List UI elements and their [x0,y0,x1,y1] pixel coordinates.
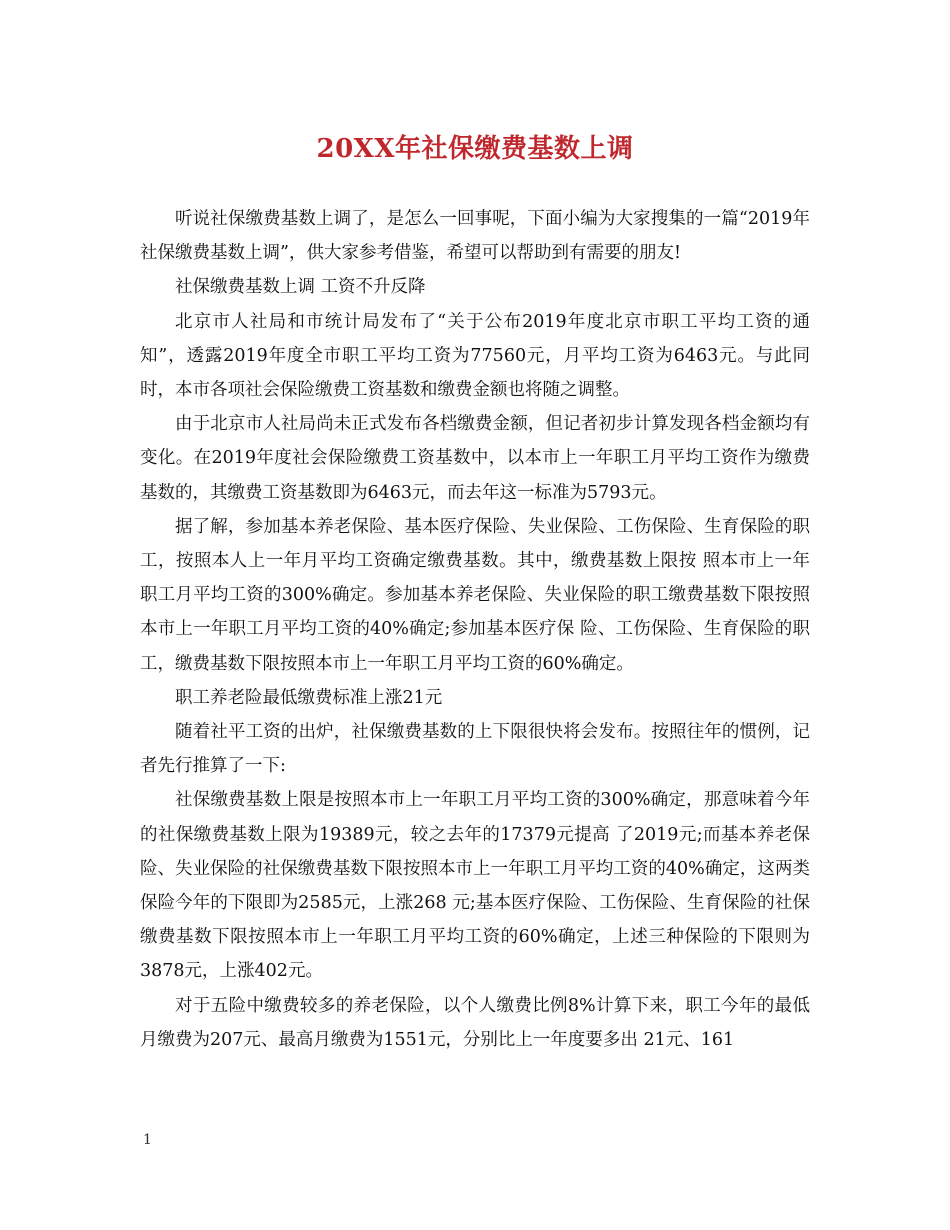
paragraph-estimate: 随着社平工资的出炉，社保缴费基数的上下限很快将会发布。按照往年的惯例，记者先行推算了一下: [140,722,810,777]
paragraph-upper-lower-limits: 社保缴费基数上限是按照本市上一年职工月平均工资的300%确定，那意味着今年的社保缴费基数上限为19389元，较之去年的17379元提高 了2019元;而基本养老保险、失业保险的社保缴费基数下限按照本市上一年职工月平均工资的40%确定，这两类保险今年的下限即为2585元，上涨268 元;基本医疗保险、工伤保险、生育保险的社保缴费基数下限按照本市上一年职工月平均工资的60%确定，上述三种保险的下限则为3878元，上涨402元。 [140,790,810,982]
paragraph-calculation: 由于北京市人社局尚未正式发布各档缴费金额，但记者初步计算发现各档金额均有变化。在2019年度社会保险缴费工资基数中，以本市上一年职工月平均工资作为缴费基数的，其缴费工资基数即为6463元，而去年这一标准为5793元。 [140,414,810,503]
document-title: 20XX年社保缴费基数上调 [316,134,634,164]
subheading-base-raise: 社保缴费基数上调 工资不升反降 [175,277,426,298]
paragraph-intro: 听说社保缴费基数上调了，是怎么一回事呢，下面小编为大家搜集的一篇“2019年社保缴费基数上调”，供大家参考借鉴，希望可以帮助到有需要的朋友! [140,209,810,264]
subheading-pension-minimum: 职工养老险最低缴费标准上涨21元 [175,687,443,708]
paragraph-announcement: 北京市人社局和市统计局发布了“关于公布2019年度北京市职工平均工资的通知”，透露2019年度全市职工平均工资为77560元，月平均工资为6463元。与此同时，本市各项社会保险缴费工资基数和缴费金额也将随之调整。 [140,311,810,401]
document-body [140,202,810,1057]
paragraph-pension-contribution: 对于五险中缴费较多的养老保险，以个人缴费比例8%计算下来，职工今年的最低月缴费为207元、最高月缴费为1551元，分别比上一年度要多出 21元、161 [140,995,810,1050]
paragraph-limits: 据了解，参加基本养老保险、基本医疗保险、失业保险、工伤保险、生育保险的职工，按照本人上一年月平均工资确定缴费基数。其中，缴费基数上限按 照本市上一年职工月平均工资的300%确定。参加基本养老保险、失业保险的职工缴费基数下限按照本市上一年职工月平均工资的40%确定;参加基本医疗保 险、工伤保险、生育保险的职工，缴费基数下限按照本市上一年职工月平均工资的60%确定。 [140,516,810,674]
page-number: 1 [143,1132,152,1148]
